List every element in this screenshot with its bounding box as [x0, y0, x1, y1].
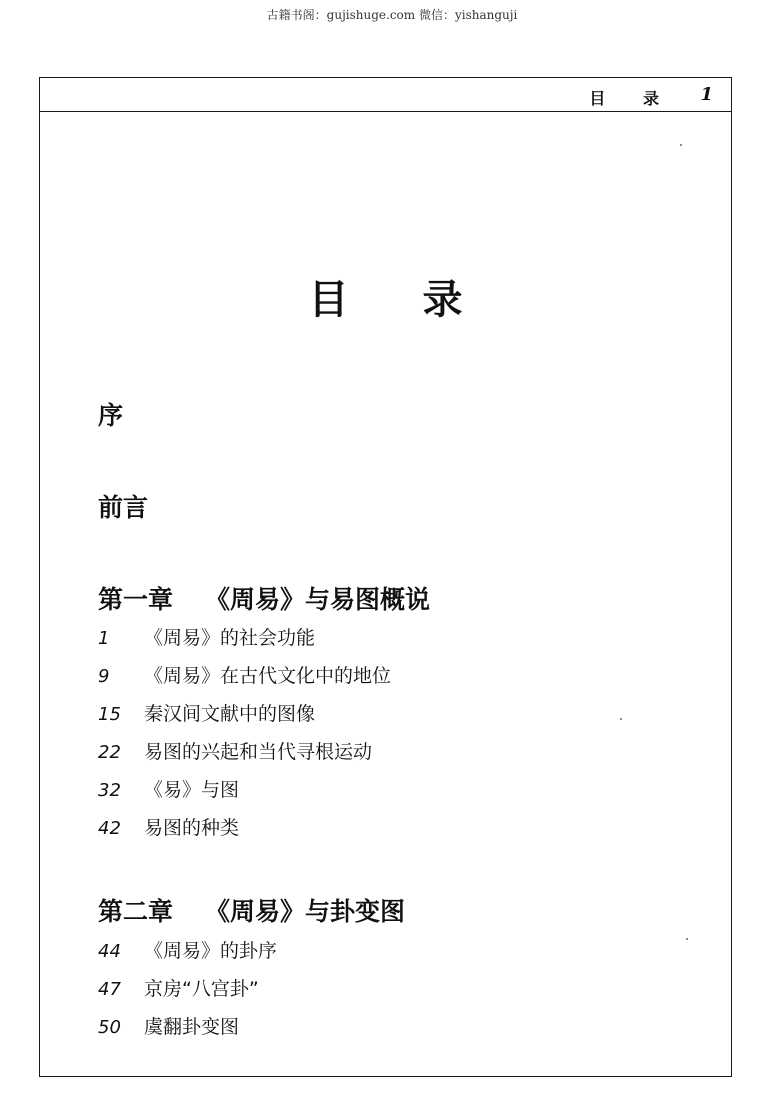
scan-speck — [680, 144, 682, 146]
chapter-heading[interactable] — [98, 580, 430, 616]
toc-entry[interactable] — [98, 936, 277, 966]
toc-entry-page: 1 — [98, 628, 110, 649]
chapter-title: 《周易》与易图概说 — [205, 585, 431, 614]
toc-title: 目 录 — [308, 277, 493, 323]
toc-entry[interactable] — [98, 813, 239, 843]
toc-entry[interactable] — [98, 737, 372, 767]
toc-entry[interactable] — [98, 661, 391, 691]
page-frame — [39, 77, 732, 1077]
toc-entry-page: 42 — [98, 818, 121, 839]
toc-entry-title: 《周易》的卦序 — [144, 940, 278, 962]
toc-entry-title: 易图的种类 — [144, 817, 240, 839]
toc-entry-title: 虞翻卦变图 — [144, 1016, 240, 1038]
toc-entry-title: 《易》与图 — [144, 779, 240, 801]
running-head — [40, 78, 731, 112]
scan-speck — [620, 718, 622, 720]
toc-entry-title: 秦汉间文献中的图像 — [144, 703, 316, 725]
toc-entry[interactable] — [98, 699, 315, 729]
toc-entry-page: 32 — [98, 780, 121, 801]
front-matter-foreword[interactable]: 前言 — [98, 493, 149, 522]
chapter-number: 第一章 — [98, 585, 174, 614]
toc-entry[interactable] — [98, 775, 239, 805]
chapter-title: 《周易》与卦变图 — [205, 897, 406, 926]
chapter-heading[interactable] — [98, 892, 405, 928]
toc-entry-title: 《周易》在古代文化中的地位 — [144, 665, 392, 687]
toc-entry-page: 22 — [98, 742, 121, 763]
chapter-number: 第二章 — [98, 897, 174, 926]
toc-entry[interactable] — [98, 1012, 239, 1042]
front-matter-preface[interactable]: 序 — [98, 401, 124, 430]
toc-entry-title: 京房“八宫卦” — [144, 978, 259, 1000]
toc-entry-page: 50 — [98, 1017, 121, 1038]
toc-entry[interactable] — [98, 623, 315, 653]
toc-entry-page: 47 — [98, 979, 121, 1000]
toc-entry-page: 15 — [98, 704, 121, 725]
toc-entry-title: 《周易》的社会功能 — [144, 627, 316, 649]
toc-entry-title: 易图的兴起和当代寻根运动 — [144, 741, 373, 763]
toc-entry[interactable] — [98, 974, 259, 1004]
toc-entry-page: 9 — [98, 666, 110, 687]
running-head-title: 目 录 — [589, 89, 675, 108]
scan-speck — [686, 938, 688, 940]
watermark: 古籍书阁：gujishuge.com 微信：yishanguji — [266, 8, 518, 22]
toc-entry-page: 44 — [98, 941, 121, 962]
running-head-page-number: 1 — [700, 84, 713, 105]
